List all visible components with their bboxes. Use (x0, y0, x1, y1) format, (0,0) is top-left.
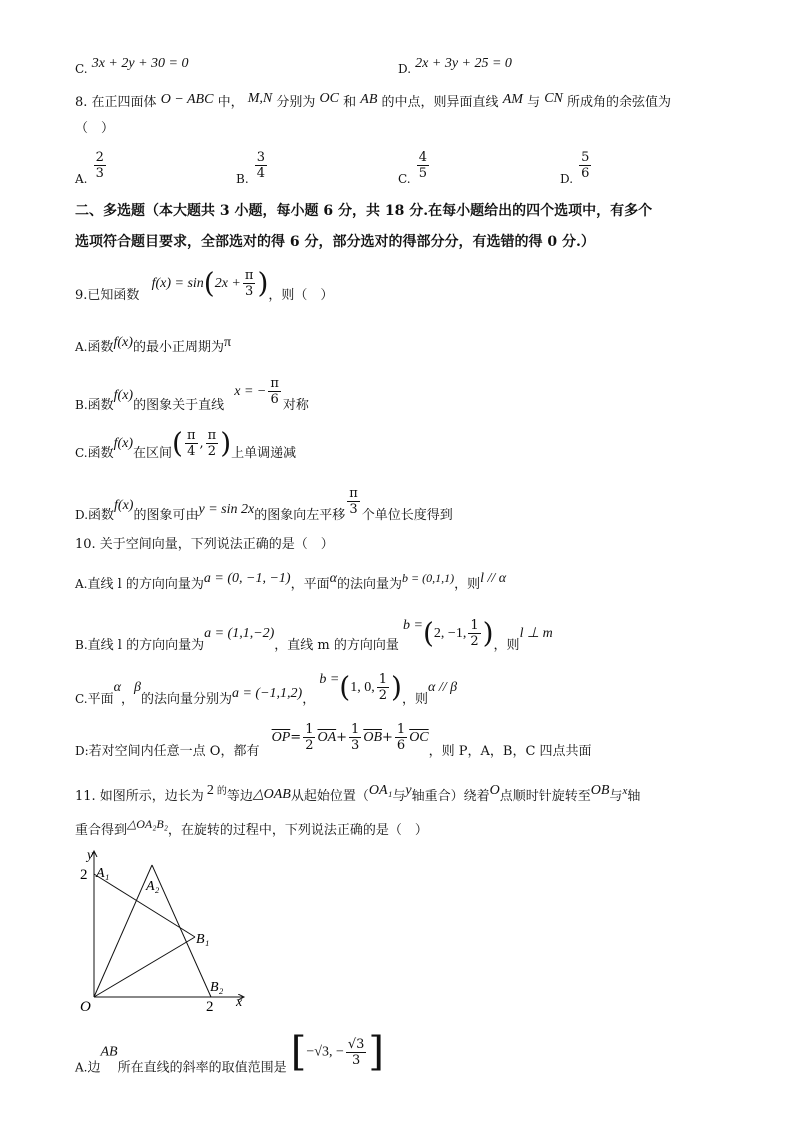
conclusion: l // α (480, 571, 507, 586)
fraction (94, 150, 106, 181)
q9-function: f(x) = sin (151, 276, 204, 291)
q10-text: ，则 (493, 638, 520, 653)
vector-op: $\overline{OP}$ (271, 730, 291, 745)
side-length: 2 (206, 783, 214, 798)
q8-stem (75, 92, 671, 109)
denominator: 2 (305, 738, 314, 753)
q11-stem-line-2 (75, 818, 428, 837)
fraction (255, 150, 267, 181)
q10-text: ，平面 (290, 577, 330, 592)
fraction (185, 428, 198, 459)
q11-text: 边 (87, 1060, 101, 1076)
x-axis-label: x (236, 995, 243, 1010)
denominator: 2 (206, 443, 219, 459)
numerator: 1 (470, 618, 479, 633)
option-label: C. (75, 692, 88, 706)
slope-range-start: −√3, − (306, 1044, 344, 1060)
q8-paren: （ ） (75, 121, 115, 136)
q9-option-c: C.函数f(x)在区间( $\frac{\pi}{4}$ , $\frac{\pi}{2}$ )上单调递减 (75, 426, 297, 461)
fraction (468, 618, 480, 649)
segment-ab: AB (100, 1044, 118, 1060)
q11-text: ，在旋转的过程中，下列说法正确的是（ ） (167, 823, 428, 838)
q8-text: 的中点，则异面直线 (381, 95, 499, 110)
q11-text: 所在直线的斜率的取值范围是 (117, 1060, 287, 1076)
numerator: π (349, 486, 358, 501)
origin-label: O (80, 999, 91, 1015)
triangle-oa2b2: △OA₂B₂ (127, 817, 168, 831)
fraction (395, 722, 407, 753)
numerator: 1 (396, 722, 406, 737)
q9-text: 对称 (282, 398, 309, 413)
bracket-left: [ (290, 1029, 307, 1075)
q10-text: 的法向量分别为 (140, 692, 232, 707)
q7-option-c (75, 56, 189, 76)
q10-option-c (75, 672, 457, 706)
q11-text: 从起始位置（ (290, 789, 369, 804)
plane-alpha: α (113, 680, 121, 695)
q10-text: 的法向量为 (336, 577, 402, 592)
segment-oa1: OA₁ (368, 783, 393, 798)
question-number: 9. (75, 288, 88, 303)
vector-oc: $\overline{OC}$ (409, 730, 429, 745)
pi-symbol: π (223, 335, 232, 350)
fraction (347, 486, 360, 517)
q9-option-d (75, 486, 453, 522)
q11-text: 点顺时针旋转至 (499, 789, 591, 804)
paren-left: ( (339, 670, 351, 704)
segment-o-b1 (94, 937, 195, 997)
fraction (243, 268, 256, 299)
option-label: C. (75, 62, 88, 76)
q8-text: 分别为 (276, 95, 316, 110)
q9-text: 在区间 (133, 446, 173, 461)
numerator: 2 (95, 150, 104, 165)
paren-right: ) (391, 670, 402, 704)
q9-text: 的最小正周期为 (132, 340, 224, 355)
option-label: B. (75, 638, 88, 652)
sine-function: y = sin 2x (198, 502, 255, 517)
q10-text: ，直线 m 的方向向量 (274, 638, 399, 653)
q10-text: 直线 l 的方向向量为 (87, 638, 205, 653)
denominator: 3 (346, 1052, 367, 1068)
option-label: D. (398, 62, 412, 76)
denominator: 3 (243, 283, 256, 299)
function-f: f(x) (113, 436, 134, 451)
numerator: 3 (256, 150, 266, 165)
q8-segment: AM (502, 92, 523, 107)
label-b2: B₂ (210, 980, 224, 995)
equals: = (290, 730, 302, 745)
q7-option-d (398, 56, 512, 76)
q9-text: 函数 (87, 398, 114, 413)
numerator: π (244, 268, 254, 283)
denominator: 2 (470, 634, 479, 649)
fraction (346, 1037, 367, 1068)
vector-b: b = (319, 672, 340, 687)
option-label: A. (75, 1060, 88, 1075)
q10-option-b (75, 618, 553, 652)
option-label: D. (75, 508, 89, 522)
q11-text: 轴重合）绕着 (411, 789, 490, 804)
option-label: A. (75, 340, 88, 354)
option-label: C. (75, 446, 88, 460)
plus: + (382, 730, 393, 745)
y-tick-label: 2 (80, 867, 88, 883)
q8-text: 所成角的余弦值为 (567, 95, 672, 110)
q8-text: 在正四面体 (91, 95, 157, 110)
y-axis-label: y (87, 848, 94, 863)
denominator: 6 (396, 738, 406, 753)
fraction (579, 150, 591, 181)
fraction (206, 428, 219, 459)
option-label: A. (75, 577, 88, 591)
numerator: π (270, 376, 279, 391)
q10-stem: 10. 关于空间向量，下列说法正确的是（ ） (75, 537, 334, 552)
q10-text: ，则 P，A，B，C 四点共面 (428, 744, 592, 759)
q11-stem-line-1 (75, 784, 640, 803)
denominator: 6 (268, 391, 281, 407)
numerator: 5 (581, 150, 590, 165)
q8-segment: CN (544, 91, 563, 106)
vector-oa: $\overline{OA}$ (317, 730, 337, 745)
q9-text: 函数 (87, 446, 114, 461)
paren-right: ) (257, 266, 269, 300)
segment-ob: OB (590, 783, 610, 798)
denominator: 3 (351, 738, 360, 753)
q8-text: 中， (217, 95, 244, 110)
q8-option-a (75, 150, 108, 186)
x-axis-symbol: x (622, 785, 628, 797)
vector-b: b = (403, 618, 423, 633)
q9-option-a (75, 336, 231, 354)
q9-option-b (75, 376, 309, 412)
label-a1: A₁ (96, 866, 110, 881)
q8-text: 与 (527, 95, 541, 110)
label-a2: A₂ (146, 879, 160, 894)
q8-option-c (398, 150, 431, 186)
plane-beta: β (133, 680, 141, 695)
q11-text: 与 (609, 789, 623, 804)
denominator: 2 (378, 688, 388, 703)
q8-option-b (236, 150, 269, 186)
q11-text: 的 (216, 786, 227, 797)
q10-text: ，则 (401, 692, 428, 707)
vector-ob: $\overline{OB}$ (363, 730, 382, 745)
numerator: √3 (347, 1036, 365, 1052)
triangle-oab: △OAB (252, 787, 291, 802)
segment-a2-b2 (152, 865, 211, 997)
fraction (303, 722, 315, 753)
q11-text: 等边 (226, 789, 253, 804)
segment-o-a2 (94, 865, 152, 997)
numerator: 4 (418, 150, 427, 165)
vector-components: 1, 0, (350, 680, 375, 695)
line-equation: x = − (234, 384, 267, 399)
q9-text: 已知函数 (87, 288, 140, 303)
q11-text: 11. 如图所示，边长为 (75, 789, 204, 804)
paren-left: ( (172, 426, 183, 460)
bracket-right: ] (368, 1029, 385, 1075)
x-tick-label: 2 (206, 999, 214, 1015)
option-label: A. (75, 172, 88, 186)
q10-text: 平面 (87, 692, 114, 707)
numerator: π (186, 428, 196, 443)
q8-tetrahedron: O − ABC (160, 92, 214, 107)
rotation-figure (70, 845, 270, 1015)
fraction (349, 722, 361, 753)
denominator: 5 (418, 166, 427, 181)
option-label: C. (398, 172, 411, 186)
vector-b: b = (0,1,1) (401, 571, 455, 585)
q9-text: 的图象向左平移 (254, 508, 346, 523)
q9-text: 的图象关于直线 (133, 398, 225, 413)
conclusion: l ⊥ m (519, 626, 553, 641)
q7-option-d-expr: 2x + 3y + 25 = 0 (415, 56, 512, 71)
q8-option-d (560, 150, 593, 186)
plane-alpha: α (329, 571, 337, 586)
q8-segment: OC (319, 91, 339, 106)
paren-right: ) (482, 616, 494, 650)
option-label: B. (236, 172, 249, 186)
q9-text: 上单调递减 (231, 446, 297, 461)
label-b1: B₁ (196, 932, 210, 947)
paren-left: ( (422, 616, 434, 650)
option-label: D: (75, 744, 89, 758)
function-f: f(x) (113, 335, 133, 350)
paren-right: ) (220, 426, 232, 460)
q10-text: ，则 (454, 577, 481, 592)
q8-segment: AB (360, 92, 378, 107)
y-axis-symbol: y (405, 783, 412, 798)
q9-text: 个单位长度得到 (361, 508, 453, 523)
q9-text: 函数 (88, 508, 115, 523)
vector-a: a = (−1,1,2) (231, 686, 303, 701)
q9-text: ，则（ ） (268, 288, 334, 303)
vector-components: 2, −1, (433, 626, 467, 641)
section-heading-line-1: 二、多选题（本大题共 3 小题，每小题 6 分，共 18 分.在每小题给出的四个选项中，有多个 (75, 203, 653, 219)
function-f: f(x) (114, 498, 134, 513)
vector-a: a = (1,1,−2) (204, 626, 275, 641)
q9-stem (75, 268, 333, 302)
conclusion: α // β (427, 680, 458, 695)
q10-text: ， (302, 692, 316, 707)
q9-text: 的图象可由 (133, 508, 199, 523)
q10-option-a (75, 572, 506, 591)
numerator: π (207, 428, 217, 443)
q10-option-d (75, 722, 592, 758)
numerator: 1 (305, 722, 314, 737)
q9-inner: 2x + (214, 276, 241, 291)
denominator: 6 (581, 166, 590, 181)
q11-option-a (75, 1029, 385, 1076)
q10-text: 直线 l 的方向向量为 (87, 577, 204, 592)
fraction (377, 672, 389, 703)
option-label: D. (560, 172, 574, 186)
q7-option-c-expr: 3x + 2y + 30 = 0 (91, 56, 189, 71)
q11-text: 重合得到 (75, 823, 128, 838)
option-label: B. (75, 398, 88, 412)
q10-text: 若对空间内任意一点 O，都有 (88, 744, 260, 759)
denominator: 4 (185, 443, 198, 459)
fraction (417, 150, 429, 181)
fraction (268, 376, 281, 407)
plus: + (336, 730, 348, 745)
q11-text: 与 (392, 789, 406, 804)
paren-left: ( (203, 266, 215, 300)
denominator: 4 (256, 166, 266, 181)
q8-points: M,N (247, 91, 273, 106)
numerator: 1 (351, 722, 360, 737)
vector-a: a = (0, −1, −1) (203, 571, 291, 586)
function-f: f(x) (113, 388, 134, 403)
q9-text: 函数 (87, 340, 114, 355)
denominator: 3 (95, 166, 104, 181)
q8-text: 和 (343, 95, 357, 110)
point-o: O (489, 783, 500, 798)
q10-text: ， (120, 692, 134, 707)
q11-text: 轴 (627, 789, 641, 804)
denominator: 3 (347, 501, 360, 517)
numerator: 1 (378, 672, 388, 687)
question-number: 8. (75, 95, 88, 110)
section-heading-line-2: 选项符合题目要求，全部选对的得 6 分，部分选对的得部分分，有选错的得 0 分.） (75, 234, 595, 250)
